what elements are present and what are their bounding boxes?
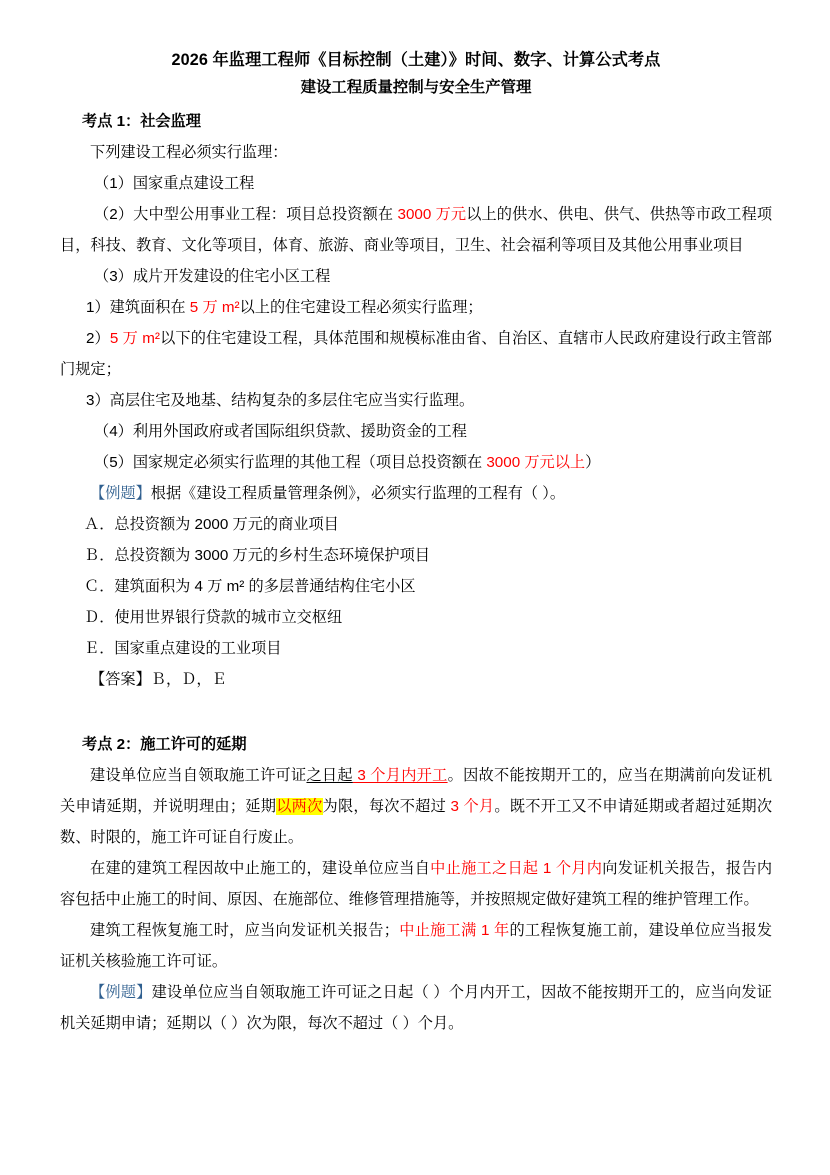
section1-item-2-amount: 3000 万元 <box>397 206 467 223</box>
section-heading-1: 考点 1：社会监理 <box>82 113 201 130</box>
section2-paragraph-2 <box>60 853 772 915</box>
option-d[interactable]: Ｄ．使用世界银行贷款的城市立交枢纽 <box>84 609 343 626</box>
section1-item-1-text: （1）国家重点建设工程 <box>94 175 255 192</box>
section2-p2-c: 向发证机关报告，报告内容包括中止施工的时间、原因、在施部位、维修管理措施等，并按照规定做好建筑工程的维护管理工作。 <box>60 860 773 908</box>
section-spacer <box>60 695 772 729</box>
section1-item-4-text: （4）利用外国政府或者国际组织贷款、援助资金的工程 <box>94 423 467 440</box>
section1-sub-2-pre: 2） <box>86 330 110 347</box>
section1-sub-2-area: 5 万 m² <box>109 330 160 347</box>
section2-example-text: 建设单位应当自领取施工许可证之日起（ ）个月内开工，因故不能按期开工的，应当向发证机关延期申请；延期以（ ）次为限，每次不超过（ ）个月。 <box>60 984 772 1032</box>
section1-sub-2-post: 以下的住宅建设工程，具体范围和规模标准由省、自治区、直辖市人民政府建设行政主管部门规定； <box>60 330 772 378</box>
section2-p1-a: 建设单位应当自领取施工许可证 <box>90 767 307 784</box>
option-a[interactable]: Ａ．总投资额为 2000 万元的商业项目 <box>84 516 339 533</box>
section1-sub-1-pre: 1）建筑面积在 <box>86 299 190 316</box>
section1-sub-1 <box>60 292 772 323</box>
section1-sub-2 <box>60 323 772 385</box>
section1-item-3 <box>60 261 772 292</box>
section2-p1-extension-length: 3 个月 <box>450 798 495 815</box>
section2-p1-underline: 之日起 <box>306 767 353 784</box>
section2-paragraph-1 <box>60 760 772 853</box>
section2-paragraph-3 <box>60 915 772 977</box>
section1-item-5-post: ） <box>585 454 601 471</box>
section1-item-4 <box>60 416 772 447</box>
section2-p3-c: 的工程恢复施工前，建设单位应当报发证机关核验施工许可证。 <box>60 922 773 970</box>
section2-example <box>60 977 772 1039</box>
page-title: 2026 年监理工程师《目标控制（土建）》时间、数字、计算公式考点 <box>171 51 661 69</box>
section1-sub-1-post: 以上的住宅建设工程必须实行监理； <box>239 299 483 316</box>
section1-item-2 <box>60 199 772 261</box>
option-e[interactable]: Ｅ．国家重点建设的工业项目 <box>84 640 282 657</box>
section1-sub-3 <box>60 385 772 416</box>
section2-p3-a: 建筑工程恢复施工时，应当向发证机关报告； <box>90 922 399 939</box>
section2-p1-d: 。因故不能按期开工的，应当在期满前向发证机关申请延期，并说明理由；延期 <box>60 767 773 815</box>
document-content <box>60 46 772 1039</box>
page-subtitle: 建设工程质量控制与安全生产管理 <box>300 79 532 96</box>
section1-item-5-amount: 3000 万元以上 <box>486 454 586 471</box>
section1-item-5 <box>60 447 772 478</box>
section1-intro <box>60 137 772 168</box>
section1-item-5-pre: （5）国家规定必须实行监理的其他工程（项目总投资额在 <box>94 454 487 471</box>
section1-item-2-post: 以上的供水、供电、供气、供热等市政工程项目，科技、教育、文化等项目，体育、旅游、商业等项目，卫生、社会福利等项目及其他公用事业项目 <box>60 206 773 254</box>
section2-p1-extension-count: 以两次 <box>276 798 323 815</box>
section2-p3-suspension-duration: 中止施工满 1 年 <box>398 922 510 939</box>
example-tag-2: 【例题】 <box>90 984 152 1001</box>
option-c[interactable]: Ｃ．建筑面积为 4 万 m² 的多层普通结构住宅小区 <box>84 578 416 595</box>
section2-p2-a: 在建的建筑工程因故中止施工的，建设单位应当自 <box>90 860 431 877</box>
section1-example-text: 根据《建设工程质量管理条例》，必须实行监理的工程有（ ）。 <box>150 485 566 502</box>
section-heading-2: 考点 2：施工许可的延期 <box>82 736 247 753</box>
section1-sub-3-text: 3）高层住宅及地基、结构复杂的多层住宅应当实行监理。 <box>86 392 475 409</box>
section1-item-3-text: （3）成片开发建设的住宅小区工程 <box>94 268 331 285</box>
section1-item-2-pre: （2）大中型公用事业工程：项目总投资额在 <box>94 206 398 223</box>
answer-tag: 【答案】 <box>90 671 151 688</box>
section1-answer-text: Ｂ，Ｄ，Ｅ <box>150 671 227 688</box>
option-b[interactable]: Ｂ．总投资额为 3000 万元的乡村生态环境保护项目 <box>84 547 430 564</box>
section2-p2-report-deadline: 中止施工之日起 1 个月内 <box>430 860 603 877</box>
section1-sub-1-area: 5 万 m² <box>189 299 240 316</box>
example-tag: 【例题】 <box>90 485 151 502</box>
section1-example <box>60 478 772 509</box>
section2-p1-f: 为限，每次不超过 <box>322 798 451 815</box>
section1-item-1 <box>60 168 772 199</box>
section2-p1-h: 。既不开工又不申请延期或者超过延期次数、时限的，施工许可证自行废止。 <box>60 798 773 846</box>
section1-answer <box>60 664 772 695</box>
section1-intro-text: 下列建设工程必须实行监理： <box>90 144 288 161</box>
section2-p1-start-deadline: 3 个月内开工 <box>352 767 448 784</box>
